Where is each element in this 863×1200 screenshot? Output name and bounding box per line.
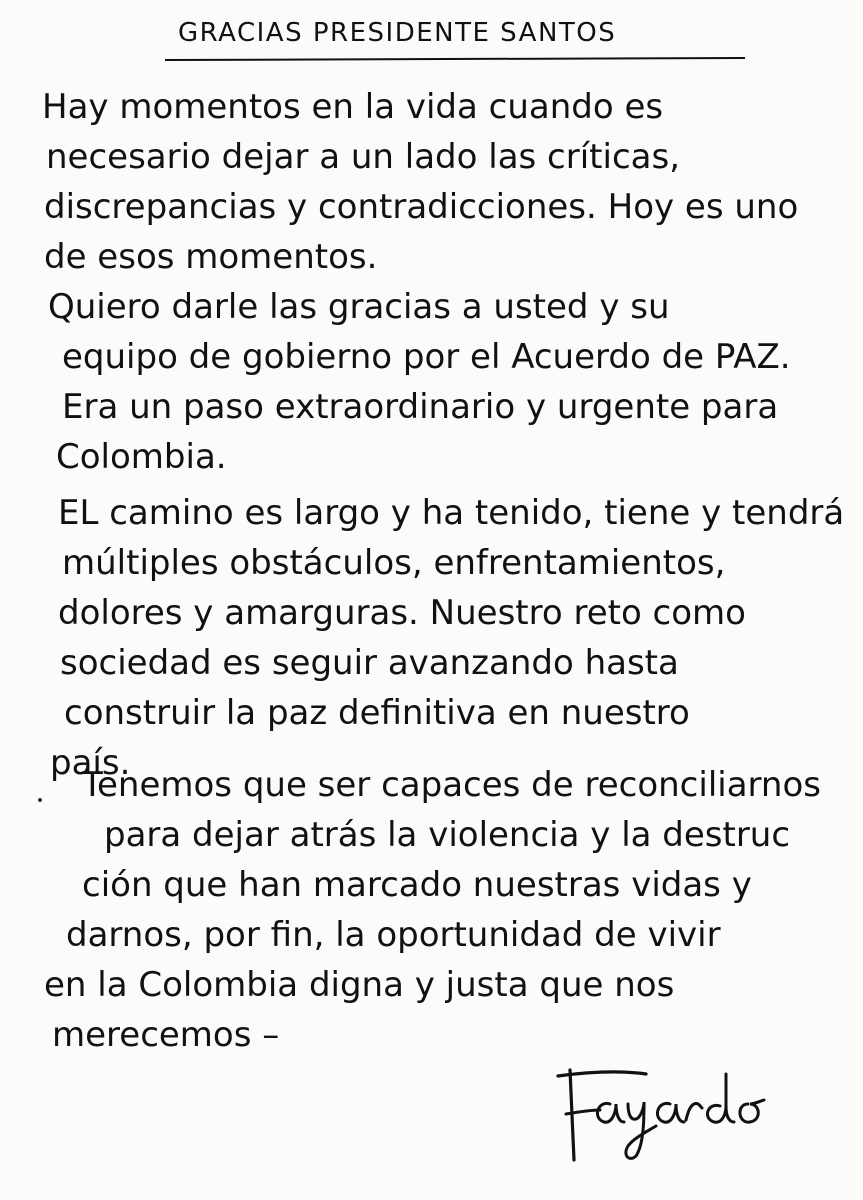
paragraph-line: darnos, por fin, la oportunidad de vivir xyxy=(66,915,721,955)
paragraph-line: necesario dejar a un lado las críticas, xyxy=(46,137,680,177)
paragraph-line: de esos momentos. xyxy=(44,237,378,277)
paragraph-line: Tenemos que ser capaces de reconciliarnos xyxy=(82,765,821,805)
paragraph-line: discrepancias y contradicciones. Hoy es uno xyxy=(44,187,799,227)
paragraph-line: país. xyxy=(50,743,131,783)
paragraph-line: Era un paso extraordinario y urgente para xyxy=(62,387,779,427)
paragraph-line: Quiero darle las gracias a usted y su xyxy=(48,287,670,327)
paragraph-line: EL camino es largo y ha tenido, tiene y tendrá xyxy=(58,493,845,533)
paragraph-line: sociedad es seguir avanzando hasta xyxy=(60,643,679,683)
paragraph-line: para dejar atrás la violencia y la destruc xyxy=(104,815,791,855)
paragraph-line: en la Colombia digna y justa que nos xyxy=(44,965,675,1005)
paragraph-line: equipo de gobierno por el Acuerdo de PAZ. xyxy=(62,337,791,377)
paragraph-line: Hay momentos en la vida cuando es xyxy=(42,87,664,127)
letter-title: GRACIAS PRESIDENTE SANTOS xyxy=(178,18,617,48)
paragraph-line: Colombia. xyxy=(56,437,227,477)
paragraph-line: ción que han marcado nuestras vidas y xyxy=(82,865,752,905)
title-underline xyxy=(165,57,745,61)
paragraph-4 xyxy=(40,760,821,1060)
paragraph-line: construir la paz definitiva en nuestro xyxy=(64,693,690,733)
paragraph-line: merecemos – xyxy=(52,1015,280,1055)
paragraph-1 xyxy=(40,82,799,282)
paragraph-3 xyxy=(40,488,845,788)
paragraph-2 xyxy=(40,282,791,482)
handwritten-signature xyxy=(548,1052,788,1172)
paragraph-line: dolores y amarguras. Nuestro reto como xyxy=(58,593,746,633)
paragraph-line: múltiples obstáculos, enfrentamientos, xyxy=(62,543,726,583)
